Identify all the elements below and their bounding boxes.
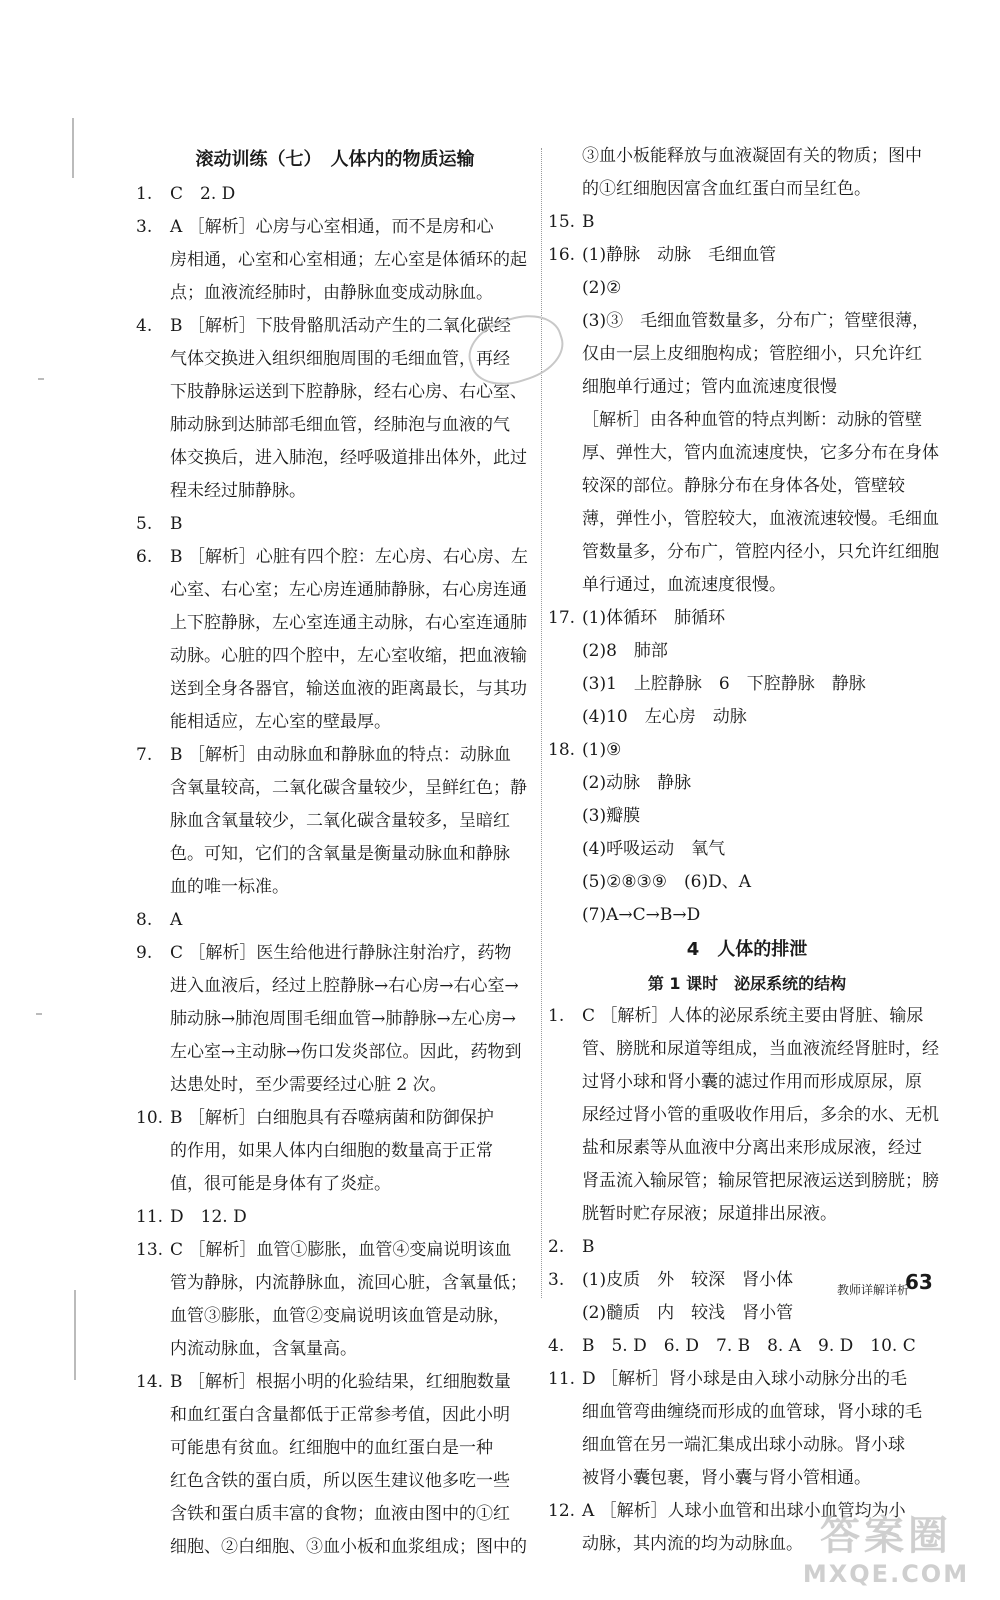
item-number: 4. — [136, 316, 153, 336]
right-answer-list-a — [548, 206, 946, 932]
answer-item — [548, 1000, 946, 1231]
answer-line: 含铁和蛋白质丰富的食物；血液由图中的①红 — [170, 1504, 510, 1524]
answer-line: 血的唯一标准。 — [170, 877, 289, 897]
answer-item — [136, 1366, 534, 1564]
answer-line: B — [170, 514, 183, 534]
item-number: 1. — [548, 1006, 565, 1026]
answer-line: (1)⑨ — [582, 740, 622, 760]
item-number: 17. — [548, 608, 576, 628]
answer-line: 血管③膨胀，血管②变扁说明该血管是动脉， — [170, 1306, 510, 1326]
answer-line: (2)髓质 内 较浅 肾小管 — [582, 1303, 794, 1323]
answer-line: B ［解析］白细胞具有吞噬病菌和防御保护 — [170, 1108, 494, 1128]
answer-line: 红色含铁的蛋白质，所以医生建议他多吃一些 — [170, 1471, 510, 1491]
item-number: 16. — [548, 245, 576, 265]
right-column — [548, 140, 946, 1561]
item-number: 11. — [136, 1207, 164, 1227]
answer-line: 内流动脉血，含氧量高。 — [170, 1339, 357, 1359]
item-number: 1. — [136, 184, 153, 204]
answer-line: 下肢静脉运送到下腔静脉，经右心房、右心室、 — [170, 382, 527, 402]
answer-item — [136, 178, 534, 211]
item-number: 4. — [548, 1336, 565, 1356]
answer-item — [136, 1201, 534, 1234]
answer-item — [548, 602, 946, 734]
answer-item — [136, 937, 534, 1102]
scan-mark — [74, 1290, 76, 1380]
answer-item — [548, 1363, 946, 1495]
answer-line: B — [582, 1237, 595, 1257]
answer-line: 送到全身各器官，输送血液的距离最长，与其功 — [170, 679, 527, 699]
item-number: 13. — [136, 1240, 164, 1260]
answer-line: 达患处时，至少需要经过心脏 2 次。 — [170, 1075, 447, 1095]
scan-mark — [36, 1013, 42, 1015]
answer-line: 较深的部位。静脉分布在身体各处，管壁较 — [582, 476, 905, 496]
footer-label: 教师详解详析 — [837, 1283, 910, 1297]
answer-line: 管、膀胱和尿道等组成，当血液流经肾脏时，经 — [582, 1039, 939, 1059]
item-number: 9. — [136, 943, 153, 963]
answer-item — [548, 206, 946, 239]
answer-line: B 5. D 6. D 7. B 8. A 9. D 10. C — [582, 1336, 916, 1356]
answer-line: 盐和尿素等从血液中分离出来形成尿液，经过 — [582, 1138, 922, 1158]
answer-line: (1)体循环 肺循环 — [582, 608, 726, 628]
answer-line: 动脉。心脏的四个腔中，左心室收缩，把血液输 — [170, 646, 527, 666]
item-number: 14. — [136, 1372, 164, 1392]
answer-line: 可能患有贫血。红细胞中的血红蛋白是一种 — [170, 1438, 493, 1458]
answer-line: ③血小板能释放与血液凝固有关的物质；图中 — [582, 146, 922, 166]
answer-item — [548, 239, 946, 602]
watermark-logo-main: 答案圈 — [820, 1513, 952, 1559]
item-number: 2. — [548, 1237, 565, 1257]
answer-line: 细胞、②白细胞、③血小板和血浆组成；图中的 — [170, 1537, 527, 1557]
answer-line: 胱暂时贮存尿液；尿道排出尿液。 — [582, 1204, 837, 1224]
answer-line: B ［解析］由动脉血和静脉血的特点：动脉血 — [170, 745, 511, 765]
answer-line: C ［解析］血管①膨胀，血管④变扁说明该血 — [170, 1240, 512, 1260]
answer-line: 进入血液后，经过上腔静脉→右心房→右心室→ — [170, 976, 519, 996]
answer-line: 房相通，心室和心室相通；左心室是体循环的起 — [170, 250, 527, 270]
subsection-title: 第 1 课时 泌尿系统的结构 — [647, 974, 847, 993]
answer-line: B — [582, 212, 595, 232]
section-title-left: 滚动训练（七） 人体内的物质运输 — [195, 149, 475, 170]
item-number: 3. — [548, 1270, 565, 1290]
answer-line: 上下腔静脉，左心室连通主动脉，右心室连通肺 — [170, 613, 527, 633]
answer-line: (1)静脉 动脉 毛细血管 — [582, 245, 777, 265]
scan-mark — [72, 118, 74, 178]
continued-answer — [548, 140, 946, 206]
answer-line: 细血管弯曲缠绕而形成的血管球，肾小球的毛 — [582, 1402, 922, 1422]
answer-line: 点；血液流经肺时，由静脉血变成动脉血。 — [170, 283, 493, 303]
answer-line: 肺动脉→肺泡周围毛细血管→肺静脉→左心房→ — [170, 1009, 516, 1029]
page-number: 63 — [905, 1270, 933, 1294]
answer-line: B ［解析］根据小明的化验结果，红细胞数量 — [170, 1372, 511, 1392]
answer-line: A ［解析］心房与心室相通，而不是房和心 — [170, 217, 494, 237]
answer-item — [136, 211, 534, 310]
answer-line: 左心室→主动脉→伤口发炎部位。因此，药物到 — [170, 1042, 522, 1062]
answer-line: 厚、弹性大，管内血流速度快，它多分布在身体 — [582, 443, 939, 463]
answer-line: 细胞单行通过；管内血流速度很慢 — [582, 377, 837, 397]
answer-line: (7)A→C→B→D — [582, 905, 701, 925]
answer-line: (3)1 上腔静脉 6 下腔静脉 静脉 — [582, 674, 866, 694]
answer-line: 值，很可能是身体有了炎症。 — [170, 1174, 391, 1194]
answer-line: 的①红细胞因富含血红蛋白而呈红色。 — [582, 179, 871, 199]
answer-line: 的作用，如果人体内白细胞的数量高于正常 — [170, 1141, 493, 1161]
answer-line: (3)瓣膜 — [582, 806, 641, 826]
answer-line: 肺动脉到达肺部毛细血管，经肺泡与血液的气 — [170, 415, 510, 435]
answer-line: D 12. D — [170, 1207, 247, 1227]
answer-line: 细血管在另一端汇集成出球小动脉。肾小球 — [582, 1435, 905, 1455]
answer-line: 过肾小球和肾小囊的滤过作用而形成原尿，原 — [582, 1072, 922, 1092]
answer-line: 气体交换进入组织细胞周围的毛细血管，再经 — [170, 349, 510, 369]
answer-item — [548, 1330, 946, 1363]
answer-line: (2)② — [582, 278, 622, 298]
item-number: 3. — [136, 217, 153, 237]
answer-line: 管为静脉，内流静脉血，流回心脏，含氧量低； — [170, 1273, 527, 1293]
answer-line: C ［解析］人体的泌尿系统主要由肾脏、输尿 — [582, 1006, 924, 1026]
answer-line: ［解析］由各种血管的特点判断：动脉的管壁 — [582, 410, 922, 430]
answer-line: (2)8 肺部 — [582, 641, 668, 661]
left-answer-list — [136, 178, 534, 1564]
answer-line: 色。可知，它们的含氧量是衡量动脉血和静脉 — [170, 844, 510, 864]
item-number: 5. — [136, 514, 153, 534]
answer-line: 心室、右心室；左心房连通肺静脉，右心房连通 — [170, 580, 527, 600]
answer-item — [136, 739, 534, 904]
section-title-right: 4 人体的排泄 — [686, 939, 808, 960]
answer-line: C 2. D — [170, 184, 236, 204]
item-number: 11. — [548, 1369, 576, 1389]
item-number: 6. — [136, 547, 153, 567]
answer-line: 体交换后，进入肺泡，经呼吸道排出体外，此过 — [170, 448, 527, 468]
answer-item — [548, 1231, 946, 1264]
answer-item — [548, 734, 946, 932]
answer-line: 薄，弹性小，管腔较大，血液流速较慢。毛细血 — [582, 509, 939, 529]
answer-line: (1)皮质 外 较深 肾小体 — [582, 1270, 794, 1290]
answer-line: 脉血含氧量较少，二氧化碳含量较多，呈暗红 — [170, 811, 510, 831]
item-number: 10. — [136, 1108, 164, 1128]
answer-item — [136, 1102, 534, 1201]
answer-line: (4)呼吸运动 氧气 — [582, 839, 726, 859]
answer-line: B ［解析］心脏有四个腔：左心房、右心房、左 — [170, 547, 528, 567]
answer-line: 管数量多，分布广，管腔内径小，只允许红细胞 — [582, 542, 939, 562]
answer-line: 肾盂流入输尿管；输尿管把尿液运送到膀胱；膀 — [582, 1171, 939, 1191]
item-number: 15. — [548, 212, 576, 232]
answer-line: 仅由一层上皮细胞构成；管腔细小，只允许红 — [582, 344, 922, 364]
answer-line: (5)②⑧③⑨ (6)D、A — [582, 872, 752, 892]
scan-mark — [38, 378, 44, 380]
item-number: 18. — [548, 740, 576, 760]
answer-line: 动脉，其内流的均为动脉血。 — [582, 1534, 803, 1554]
answer-item — [136, 541, 534, 739]
answer-line: C ［解析］医生给他进行静脉注射治疗，药物 — [170, 943, 512, 963]
watermark-logo — [786, 1512, 986, 1592]
watermark-logo-url: MXQE.COM — [802, 1560, 970, 1588]
answer-line: D ［解析］肾小球是由入球小动脉分出的毛 — [582, 1369, 908, 1389]
answer-line: 能相适应，左心室的壁最厚。 — [170, 712, 391, 732]
item-number: 12. — [548, 1501, 576, 1521]
answer-line: A — [170, 910, 183, 930]
answer-line: B ［解析］下肢骨骼肌活动产生的二氧化碳经 — [170, 316, 511, 336]
answer-line: 被肾小囊包裹，肾小囊与肾小管相通。 — [582, 1468, 871, 1488]
answer-line: 含氧量较高，二氧化碳含量较少，呈鲜红色；静 — [170, 778, 527, 798]
answer-line: (4)10 左心房 动脉 — [582, 707, 747, 727]
answer-item — [136, 1234, 534, 1366]
answer-line: (2)动脉 静脉 — [582, 773, 692, 793]
item-number: 8. — [136, 910, 153, 930]
answer-line: (3)③ 毛细血管数量多，分布广；管壁很薄， — [582, 311, 930, 331]
answer-line: 尿经过肾小管的重吸收作用后，多余的水、无机 — [582, 1105, 939, 1125]
answer-item — [136, 904, 534, 937]
item-number: 7. — [136, 745, 153, 765]
answer-line: 程未经过肺静脉。 — [170, 481, 306, 501]
answer-item — [136, 508, 534, 541]
answer-line: A ［解析］人球小血管和出球小血管均为小 — [582, 1501, 906, 1521]
answer-line: 单行通过，血流速度很慢。 — [582, 575, 786, 595]
answer-line: 和血红蛋白含量都低于正常参考值，因此小明 — [170, 1405, 510, 1425]
